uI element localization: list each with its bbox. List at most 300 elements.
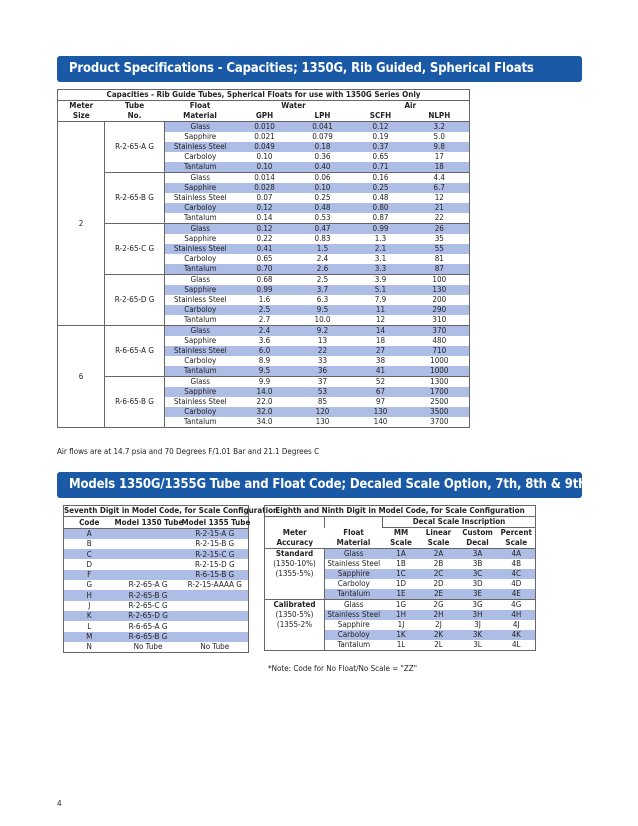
cell-nlph: 100: [410, 275, 470, 286]
cell-mm: 1D: [395, 579, 407, 589]
cell-scfh: 14: [352, 326, 410, 337]
tube-number: R-6-65-A G: [105, 326, 165, 377]
header-meter: Meter: [69, 101, 94, 111]
cell-gph: 8.9: [258, 356, 271, 366]
cell-material: Glass: [165, 122, 236, 133]
cell-gph: 9.5: [236, 366, 294, 377]
no-float-note: *Note: Code for No Float/No Scale = "ZZ": [268, 664, 418, 673]
cell-mm: 1J: [397, 620, 405, 630]
eighth-digit-title: Eighth and Ninth Digit in Model Code, for Scale Configuration: [265, 506, 536, 517]
cell-mm: 1K: [383, 630, 420, 640]
cell-material: Tantalum: [183, 315, 217, 325]
header-gph: GPH: [236, 111, 294, 122]
cell-lph: 0.25: [314, 193, 331, 203]
cell-code: B: [86, 539, 92, 549]
cell-mm: 1E: [383, 589, 420, 600]
cell-custom: 3D: [472, 579, 483, 589]
header-custom: Custom: [462, 528, 493, 538]
cell-gph: 0.14: [256, 213, 273, 223]
cell-linear: 2K: [420, 630, 458, 640]
cell-nlph: 290: [410, 305, 470, 315]
cell-nlph: 4.4: [410, 173, 470, 184]
cell-gph: 0.10: [236, 162, 294, 173]
cell-scfh: 38: [375, 356, 386, 366]
cell-scfh: 3.9: [352, 275, 410, 286]
cell-material: Glass: [165, 326, 236, 337]
cell-lph: 0.041: [294, 122, 352, 133]
cell-code: A: [64, 528, 115, 539]
header-mm: MM: [393, 528, 409, 538]
cell-m1350: [115, 570, 182, 580]
cell-linear: 2G: [420, 600, 458, 611]
header-lph: LPH: [294, 111, 352, 122]
cell-linear: 2H: [420, 610, 458, 620]
cell-material: Tantalum: [165, 264, 236, 275]
cell-scfh: 0.16: [352, 173, 410, 184]
cell-mm: 1B: [396, 559, 406, 569]
cell-gph: 0.021: [254, 132, 275, 142]
cell-scfh: 7.9: [374, 295, 387, 305]
seventh-digit-row: [64, 611, 249, 621]
cell-material: Stainless Steel: [327, 559, 381, 569]
cell-gph: 0.22: [256, 234, 273, 244]
cell-scfh: 12: [375, 315, 386, 325]
cell-gph: 9.9: [236, 377, 294, 388]
header-linear: Linear: [425, 528, 452, 538]
accuracy-label: [265, 630, 325, 640]
cell-nlph: 81: [434, 254, 444, 264]
capacity-row: [58, 326, 470, 337]
cell-nlph: 55: [410, 244, 470, 254]
cell-scfh: 5.1: [352, 285, 410, 295]
cell-gph: 6.0: [236, 346, 294, 356]
tube-number: R-6-65-B G: [105, 377, 165, 428]
cell-material: Carboloy: [165, 203, 236, 213]
cell-gph: 1.6: [258, 295, 271, 305]
section-banner-tube-float-code: Models 1350G/1355G Tube and Float Code; Decaled Scale Option, 7th, 8th & 9th Digits: [57, 472, 582, 498]
header-code: Code: [64, 517, 115, 528]
cell-gph: 0.99: [236, 285, 294, 295]
cell-gph: 14.0: [236, 387, 294, 397]
cell-gph: 0.07: [256, 193, 273, 203]
cell-material: Glass: [165, 377, 236, 388]
header-model-1350: Model 1350 Tube: [114, 517, 184, 527]
cell-material: Glass: [325, 549, 383, 560]
cell-material: Carboloy: [184, 152, 217, 162]
cell-lph: 0.40: [294, 162, 352, 173]
seventh-digit-row: [64, 580, 249, 590]
cell-lph: 9.5: [294, 305, 352, 315]
cell-m1355: [182, 601, 249, 611]
cell-mm: 1G: [383, 600, 420, 611]
cell-lph: 0.079: [312, 132, 333, 142]
cell-material: Stainless Steel: [165, 346, 236, 356]
cell-gph: 22.0: [256, 397, 273, 407]
seventh-digit-row: [64, 590, 249, 600]
cell-lph: 13: [317, 336, 328, 346]
cell-gph: 0.41: [236, 244, 294, 254]
cell-m1355: R-2-15-B G: [195, 539, 235, 549]
capacities-table-title: Capacities - Rib Guide Tubes, Spherical Floats for use with 1350G Series Only: [58, 90, 470, 101]
header-scfh: SCFH: [352, 111, 410, 122]
scale-code-row: [265, 549, 536, 560]
cell-material: Sapphire: [184, 132, 217, 142]
cell-gph: 0.65: [256, 254, 273, 264]
cell-percent: 4G: [498, 600, 536, 611]
tube-number: R-2-65-C G: [105, 224, 165, 275]
capacity-row: [58, 173, 470, 184]
cell-lph: 0.36: [314, 152, 331, 162]
cell-nlph: 480: [432, 336, 447, 346]
header-float: Float: [343, 527, 364, 537]
cell-scfh: 27: [352, 346, 410, 356]
cell-material: Sapphire: [165, 183, 236, 193]
cell-m1350: [115, 539, 182, 549]
cell-nlph: 2500: [430, 397, 449, 407]
cell-m1350: R-2-65-B G: [115, 590, 182, 600]
cell-code: N: [86, 642, 92, 652]
seventh-digit-row: [64, 528, 249, 539]
cell-lph: 3.7: [294, 285, 352, 295]
cell-percent: 4E: [498, 589, 536, 600]
cell-m1355: R-2-15-C G: [182, 549, 249, 559]
cell-nlph: 21: [410, 203, 470, 213]
accuracy-label: [265, 589, 325, 600]
cell-scfh: 0.87: [372, 213, 389, 223]
cell-gph: 0.12: [236, 203, 294, 213]
header-meter: Meter: [282, 527, 307, 537]
tube-number: R-2-65-B G: [105, 173, 165, 224]
scale-code-row: [265, 600, 536, 611]
cell-nlph: 1700: [410, 387, 470, 397]
capacity-row: [58, 224, 470, 235]
cell-nlph: 5.0: [433, 132, 445, 142]
seventh-digit-row: [64, 559, 249, 569]
cell-nlph: 18: [410, 162, 470, 173]
cell-material: Tantalum: [183, 213, 217, 223]
cell-gph: 0.028: [236, 183, 294, 193]
header-water: Water: [281, 101, 306, 111]
scale-code-row: [265, 630, 536, 640]
cell-lph: 130: [315, 417, 330, 427]
cell-lph: 10.0: [314, 315, 331, 325]
cell-linear: 2L: [434, 640, 443, 650]
cell-nlph: 1300: [410, 377, 470, 388]
cell-material: Sapphire: [184, 234, 217, 244]
cell-scfh: 0.71: [352, 162, 410, 173]
cell-lph: 2.5: [294, 275, 352, 286]
cell-lph: 0.18: [294, 142, 352, 152]
cell-code: L: [87, 621, 92, 631]
scale-code-row: [265, 589, 536, 600]
cell-custom: 3E: [458, 589, 498, 600]
header-tube: Tube: [124, 101, 145, 111]
accuracy-label: (1355-5%): [265, 569, 325, 579]
seventh-digit-row: [64, 570, 249, 580]
cell-m1355: R-2-15-D G: [194, 559, 235, 569]
cell-mm: 1A: [383, 549, 420, 560]
scale-code-row: [265, 610, 536, 620]
scale-code-row: [265, 569, 536, 579]
cell-lph: 0.48: [294, 203, 352, 213]
cell-lph: 53: [294, 387, 352, 397]
seventh-digit-row: [64, 632, 249, 642]
header-mm-scale: Scale: [383, 538, 420, 549]
accuracy-label: (1355-2%: [265, 620, 325, 630]
cell-lph: 1.5: [294, 244, 352, 254]
cell-material: Carboloy: [184, 356, 217, 366]
cell-material: Carboloy: [325, 630, 383, 640]
cell-nlph: 710: [410, 346, 470, 356]
cell-nlph: 9.8: [410, 142, 470, 152]
cell-code: M: [64, 632, 115, 642]
cell-code: D: [86, 559, 93, 569]
cell-scfh: 3.3: [352, 264, 410, 275]
cell-material: Glass: [165, 224, 236, 235]
cell-m1355: No Tube: [200, 642, 230, 652]
cell-material: Carboloy: [165, 407, 236, 417]
cell-m1355: [182, 611, 249, 621]
section-banner-capacities: Product Specifications - Capacities; 1350G, Rib Guided, Spherical Floats: [57, 56, 582, 82]
cell-lph: 120: [294, 407, 352, 417]
air-flow-note: Air flows are at 14.7 psia and 70 Degrees F/1.01 Bar and 21.1 Degrees C: [57, 447, 320, 456]
cell-material: Glass: [325, 600, 383, 611]
cell-nlph: 3500: [410, 407, 470, 417]
cell-gph: 2.7: [258, 315, 271, 325]
cell-material: Carboloy: [337, 579, 370, 589]
cell-nlph: 1000: [410, 366, 470, 377]
cell-percent: 4D: [511, 579, 522, 589]
cell-lph: 22: [294, 346, 352, 356]
cell-material: Sapphire: [337, 620, 370, 630]
cell-material: Stainless Steel: [165, 142, 236, 152]
cell-m1350: [115, 559, 182, 569]
cell-material: Glass: [165, 275, 236, 286]
cell-custom: 3L: [473, 640, 482, 650]
cell-mm: 1L: [396, 640, 406, 650]
cell-nlph: 200: [432, 295, 447, 305]
accuracy-label: (1350-5%): [265, 610, 325, 620]
cell-nlph: 17: [434, 152, 444, 162]
cell-nlph: 370: [410, 326, 470, 337]
cell-custom: 3H: [458, 610, 498, 620]
cell-m1350: R-6-65-B G: [115, 632, 182, 642]
cell-linear: 2D: [433, 579, 444, 589]
cell-m1355: R-2-15-AAAA G: [187, 580, 242, 590]
cell-m1350: R-6-65-A G: [128, 621, 168, 631]
capacities-table: [57, 89, 470, 428]
header-air: Air: [404, 101, 417, 111]
cell-custom: 3C: [458, 569, 498, 579]
header-accuracy: Accuracy: [265, 538, 325, 549]
cell-linear: 2A: [420, 549, 458, 560]
header-percent: Percent: [500, 528, 532, 538]
cell-scfh: 0.65: [372, 152, 389, 162]
tube-number: R-2-65-D G: [105, 275, 165, 326]
header-float: Float: [189, 101, 211, 111]
cell-lph: 0.06: [294, 173, 352, 184]
cell-m1355: [182, 621, 249, 631]
cell-lph: 85: [317, 397, 328, 407]
cell-gph: 32.0: [236, 407, 294, 417]
header-size: Size: [58, 111, 105, 122]
cell-m1350: R-2-65-C G: [128, 601, 168, 611]
cell-scfh: 1.3: [374, 234, 387, 244]
cell-m1355: [182, 590, 249, 600]
cell-nlph: 130: [410, 285, 470, 295]
cell-code: K: [64, 611, 115, 621]
cell-code: G: [86, 580, 93, 590]
header-custom-decal: Decal: [458, 538, 498, 549]
header-tube-no: No.: [105, 111, 165, 122]
cell-lph: 0.53: [314, 213, 331, 223]
cell-code: H: [64, 590, 115, 600]
cell-m1350: [115, 549, 182, 559]
cell-m1355: R-6-15-B G: [182, 570, 249, 580]
cell-scfh: 3.1: [374, 254, 387, 264]
cell-custom: 3K: [458, 630, 498, 640]
cell-material: Stainless Steel: [173, 193, 227, 203]
cell-lph: 2.6: [294, 264, 352, 275]
eighth-ninth-digit-table: [264, 505, 536, 651]
cell-percent: 4B: [511, 559, 521, 569]
cell-scfh: 67: [352, 387, 410, 397]
cell-percent: 4L: [511, 640, 521, 650]
accuracy-label: Standard: [265, 549, 325, 560]
capacity-row: [58, 275, 470, 286]
accuracy-label: Calibrated: [265, 600, 325, 611]
cell-percent: 4H: [498, 610, 536, 620]
cell-material: Stainless Steel: [325, 610, 383, 620]
cell-gph: 0.70: [236, 264, 294, 275]
seventh-digit-table: [63, 505, 279, 653]
cell-custom: 3B: [472, 559, 483, 569]
header-material: Material: [165, 111, 236, 122]
cell-material: Stainless Steel: [173, 295, 227, 305]
cell-lph: 9.2: [294, 326, 352, 337]
cell-scfh: 52: [352, 377, 410, 388]
cell-lph: 0.10: [294, 183, 352, 193]
cell-mm: 1H: [383, 610, 420, 620]
accuracy-label: (1350-10%): [265, 559, 325, 569]
cell-gph: 0.68: [236, 275, 294, 286]
cell-scfh: 11: [352, 305, 410, 315]
cell-m1350: No Tube: [133, 642, 163, 652]
cell-linear: 2E: [420, 589, 458, 600]
cell-custom: 3J: [474, 620, 481, 630]
cell-scfh: 0.99: [352, 224, 410, 235]
cell-linear: 2C: [420, 569, 458, 579]
seventh-digit-row: [64, 601, 249, 611]
cell-custom: 3G: [458, 600, 498, 611]
accuracy-label: [265, 579, 325, 589]
cell-gph: 0.12: [236, 224, 294, 235]
cell-percent: 4A: [498, 549, 536, 560]
seventh-digit-title: Seventh Digit in Model Code, for Scale Configuration: [64, 506, 279, 516]
cell-scfh: 130: [352, 407, 410, 417]
cell-lph: 6.3: [316, 295, 329, 305]
cell-lph: 37: [294, 377, 352, 388]
cell-material: Tantalum: [165, 366, 236, 377]
cell-code: C: [64, 549, 115, 559]
cell-material: Sapphire: [325, 569, 383, 579]
header-model-1355: Model 1355 Tube: [181, 517, 251, 527]
cell-nlph: 1000: [430, 356, 449, 366]
cell-gph: 0.014: [236, 173, 294, 184]
scale-code-row: [265, 559, 536, 569]
cell-material: Stainless Steel: [165, 244, 236, 254]
cell-lph: 0.83: [314, 234, 331, 244]
cell-material: Sapphire: [165, 285, 236, 295]
cell-nlph: 22: [434, 213, 444, 223]
cell-scfh: 18: [375, 336, 386, 346]
cell-percent: 4C: [498, 569, 536, 579]
cell-gph: 2.5: [236, 305, 294, 315]
cell-gph: 0.10: [256, 152, 273, 162]
cell-mm: 1C: [383, 569, 420, 579]
cell-scfh: 97: [375, 397, 386, 407]
cell-scfh: 0.48: [372, 193, 389, 203]
cell-linear: 2B: [433, 559, 444, 569]
cell-gph: 2.4: [236, 326, 294, 337]
scale-code-row: [265, 640, 536, 651]
cell-scfh: 0.37: [352, 142, 410, 152]
cell-m1355: [182, 632, 249, 642]
cell-material: Tantalum: [165, 162, 236, 173]
cell-custom: 3A: [458, 549, 498, 560]
cell-nlph: 6.7: [410, 183, 470, 193]
cell-m1350: R-2-65-A G: [128, 580, 168, 590]
cell-lph: 36: [294, 366, 352, 377]
cell-scfh: 0.25: [352, 183, 410, 193]
capacity-row: [58, 122, 470, 133]
cell-material: Glass: [165, 173, 236, 184]
cell-nlph: 26: [410, 224, 470, 235]
cell-scfh: 140: [373, 417, 388, 427]
meter-size: 2: [58, 122, 105, 326]
cell-m1350: R-2-65-D G: [115, 611, 182, 621]
capacity-row: [58, 377, 470, 388]
seventh-digit-row: [64, 642, 249, 653]
cell-gph: 0.049: [236, 142, 294, 152]
header-linear-scale: Scale: [420, 538, 458, 549]
cell-nlph: 310: [432, 315, 447, 325]
header-material: Material: [325, 538, 383, 549]
cell-lph: 0.47: [294, 224, 352, 235]
cell-material: Tantalum: [337, 640, 371, 650]
cell-nlph: 3.2: [410, 122, 470, 133]
cell-nlph: 87: [410, 264, 470, 275]
cell-material: Carboloy: [165, 305, 236, 315]
cell-scfh: 0.19: [372, 132, 389, 142]
seventh-digit-row: [64, 549, 249, 559]
cell-nlph: 3700: [430, 417, 449, 427]
cell-nlph: 12: [434, 193, 444, 203]
cell-gph: 0.010: [236, 122, 294, 133]
cell-lph: 2.4: [316, 254, 329, 264]
cell-scfh: 41: [352, 366, 410, 377]
cell-lph: 33: [317, 356, 328, 366]
cell-percent: 4J: [512, 620, 520, 630]
cell-material: Stainless Steel: [173, 397, 227, 407]
cell-linear: 2J: [435, 620, 442, 630]
cell-code: F: [64, 570, 115, 580]
cell-percent: 4K: [498, 630, 536, 640]
cell-scfh: 2.1: [352, 244, 410, 254]
accuracy-label: [265, 640, 325, 651]
meter-size: 6: [58, 326, 105, 428]
cell-material: Tantalum: [183, 417, 217, 427]
